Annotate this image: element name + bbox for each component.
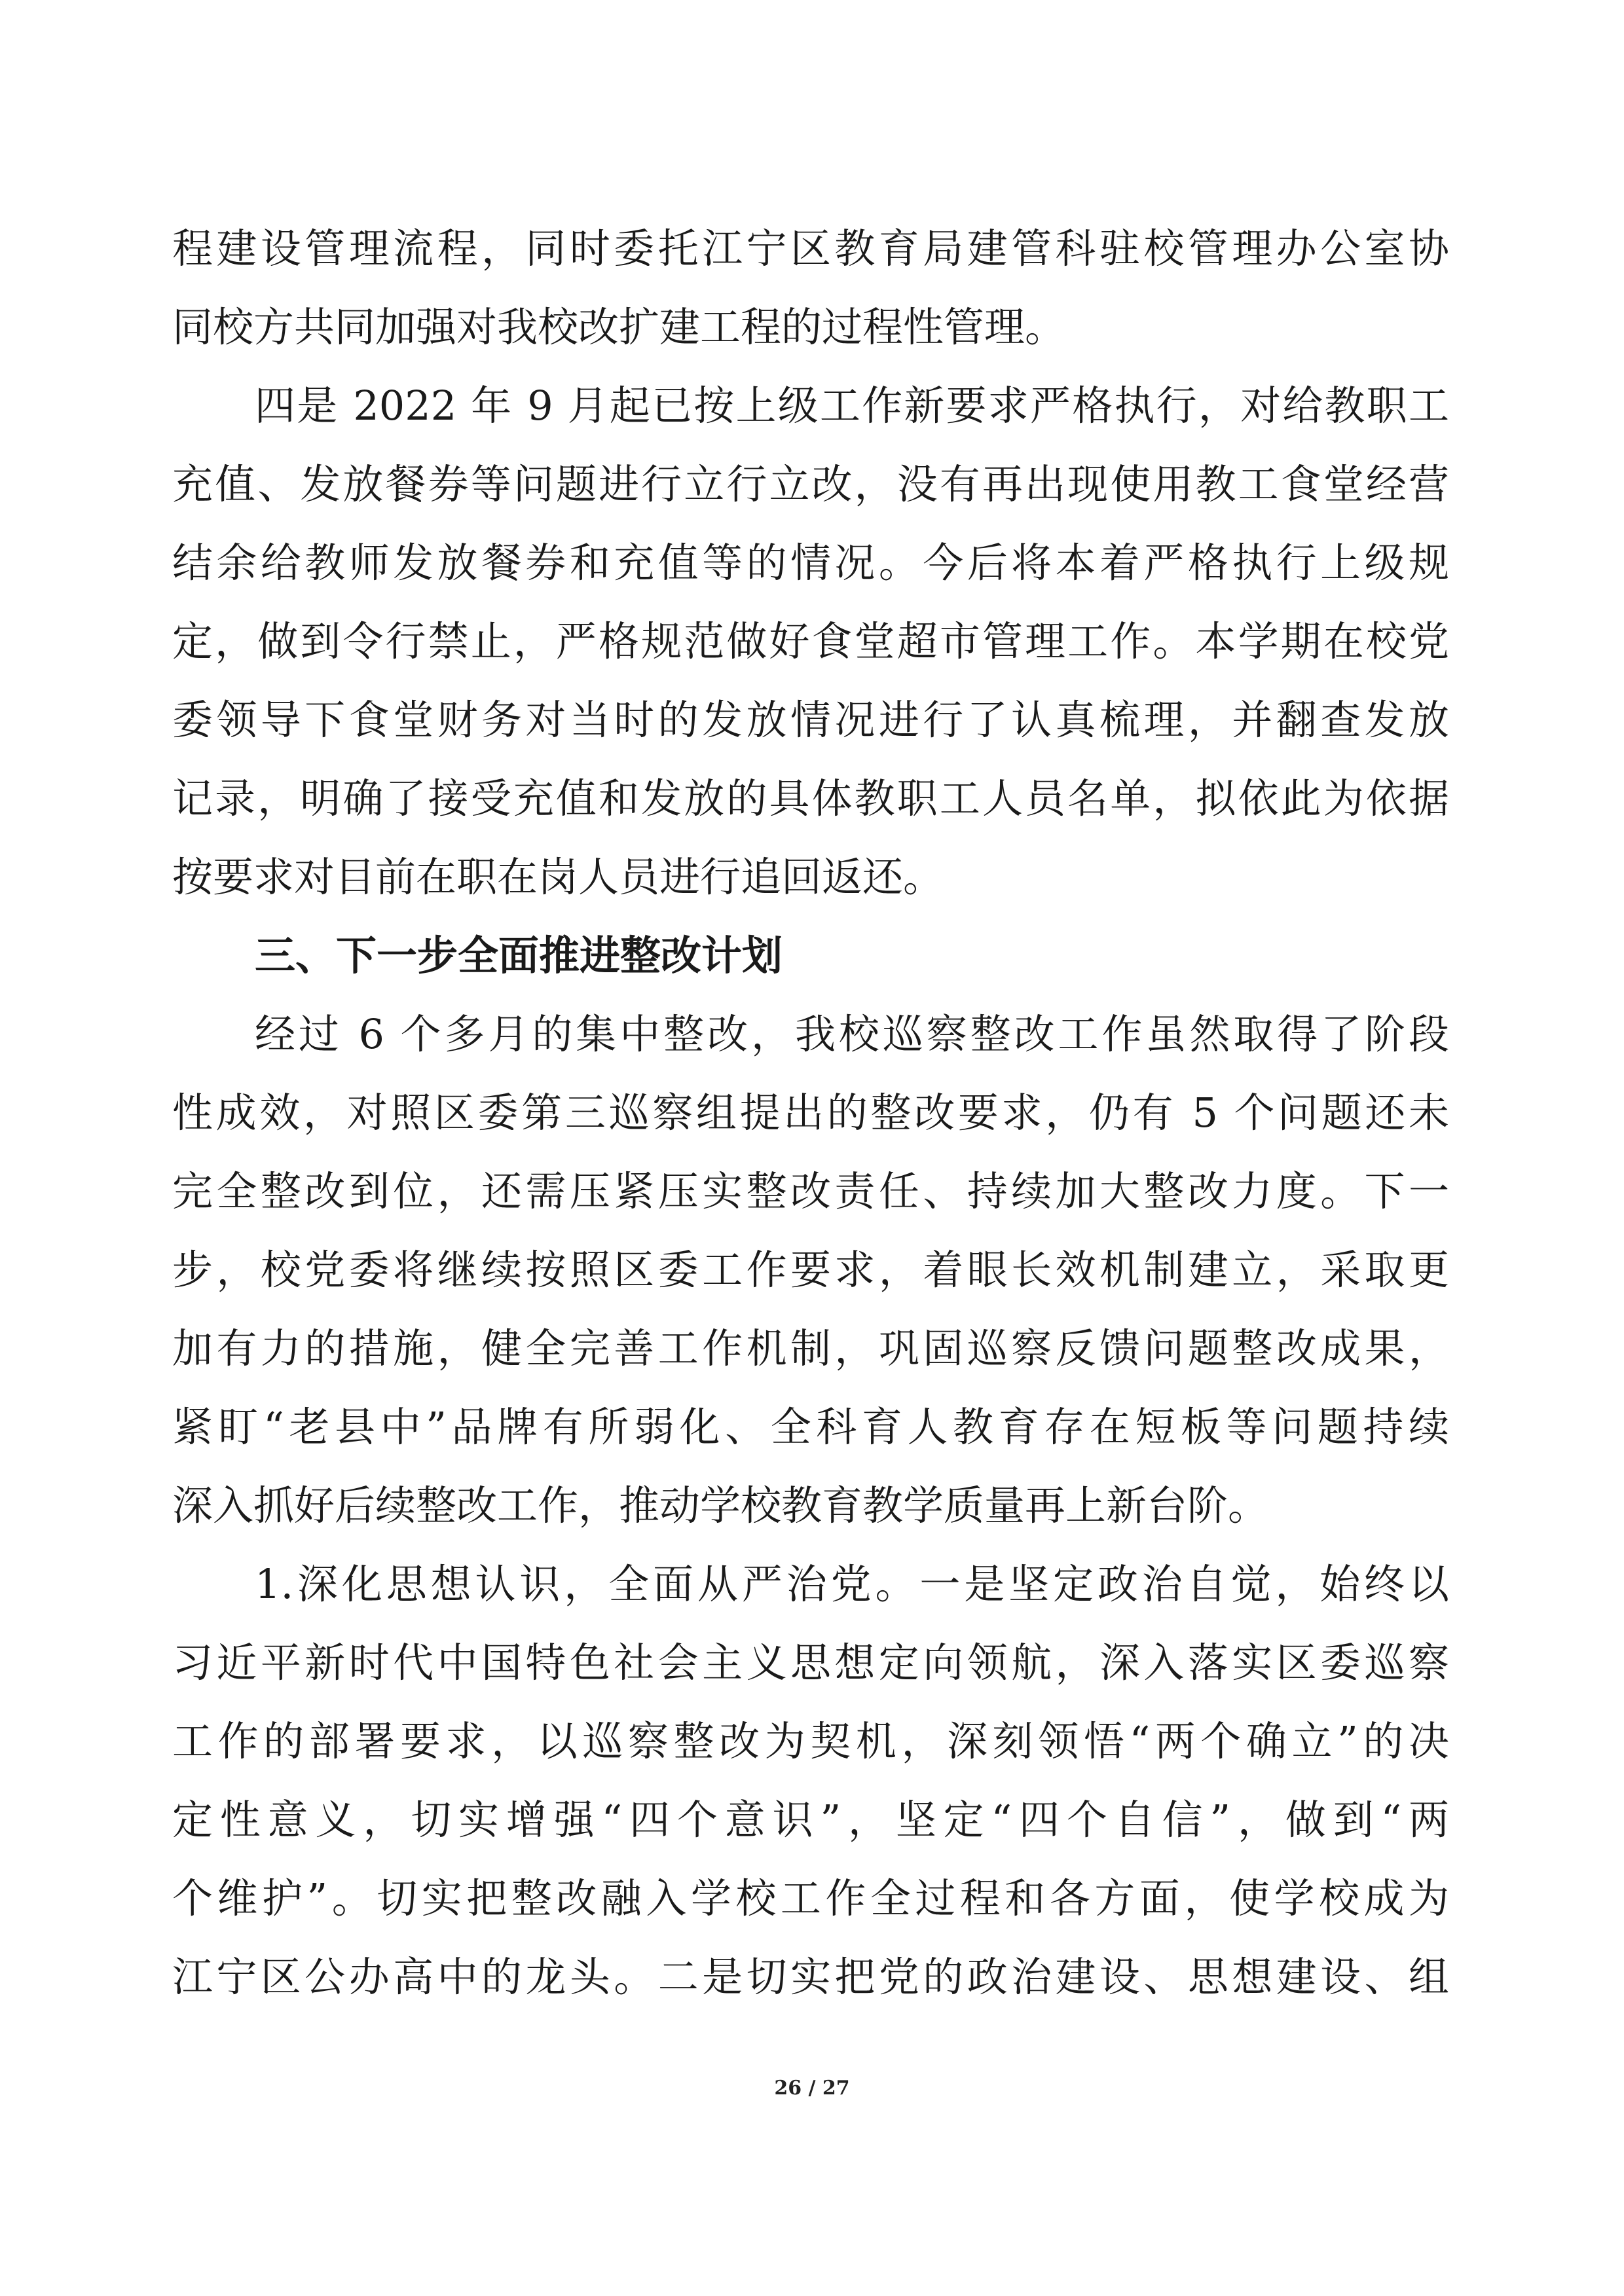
- paragraph: [172, 210, 1449, 367]
- text-line: 定性意义，切实增强“四个意识”，坚定“四个自信”，做到“两: [172, 1796, 1449, 1844]
- text-line: 深入抓好后续整改工作，推动学校教育教学质量再上新台阶。: [172, 1482, 1269, 1529]
- text-line: 加有力的措施，健全完善工作机制，巩固巡察反馈问题整改成果，: [172, 1324, 1449, 1372]
- paragraph: [172, 367, 1449, 917]
- text-line: 经过 6 个多月的集中整改，我校巡察整改工作虽然取得了阶段: [255, 1010, 1449, 1058]
- text-line: 记录，明确了接受充值和发放的具体教职工人员名单，拟依此为依据: [172, 774, 1449, 822]
- text-line: 程建设管理流程，同时委托江宁区教育局建管科驻校管理办公室协: [172, 225, 1449, 272]
- document-body: [172, 210, 1449, 2016]
- text-line: 定，做到令行禁止，严格规范做好食堂超市管理工作。本学期在校党: [172, 617, 1449, 665]
- text-line: 1.深化思想认识，全面从严治党。一是坚定政治自觉，始终以: [255, 1560, 1449, 1608]
- text-line: 紧盯“老县中”品牌有所弱化、全科育人教育存在短板等问题持续: [172, 1403, 1449, 1451]
- text-line: 完全整改到位，还需压紧压实整改责任、持续加大整改力度。下一: [172, 1167, 1449, 1215]
- page-number: 26 / 27: [774, 2077, 850, 2100]
- text-line: 江宁区公办高中的龙头。二是切实把党的政治建设、思想建设、组: [172, 1953, 1449, 2001]
- text-line: 充值、发放餐券等问题进行立行立改，没有再出现使用教工食堂经营: [172, 460, 1449, 508]
- paragraph: [172, 1545, 1449, 2016]
- text-line: 结余给教师发放餐券和充值等的情况。今后将本着严格执行上级规: [172, 539, 1449, 587]
- text-line: 工作的部署要求，以巡察整改为契机，深刻领悟“两个确立”的决: [172, 1717, 1449, 1765]
- section-heading: [172, 917, 1449, 995]
- text-line: 性成效，对照区委第三巡察组提出的整改要求，仍有 5 个问题还未: [172, 1089, 1449, 1137]
- heading-text: 三、下一步全面推进整改计划: [255, 932, 783, 979]
- text-line: 四是 2022 年 9 月起已按上级工作新要求严格执行，对给教职工: [255, 382, 1449, 429]
- text-line: 委领导下食堂财务对当时的发放情况进行了认真梳理，并翻查发放: [172, 696, 1449, 744]
- paragraph: [172, 995, 1449, 1545]
- text-line: 同校方共同加强对我校改扩建工程的过程性管理。: [172, 303, 1066, 351]
- text-line: 步，校党委将继续按照区委工作要求，着眼长效机制建立，采取更: [172, 1246, 1449, 1294]
- text-line: 个维护”。切实把整改融入学校工作全过程和各方面，使学校成为: [172, 1874, 1449, 1922]
- text-line: 按要求对目前在职在岗人员进行追回返还。: [172, 853, 944, 901]
- text-line: 习近平新时代中国特色社会主义思想定向领航，深入落实区委巡察: [172, 1639, 1449, 1686]
